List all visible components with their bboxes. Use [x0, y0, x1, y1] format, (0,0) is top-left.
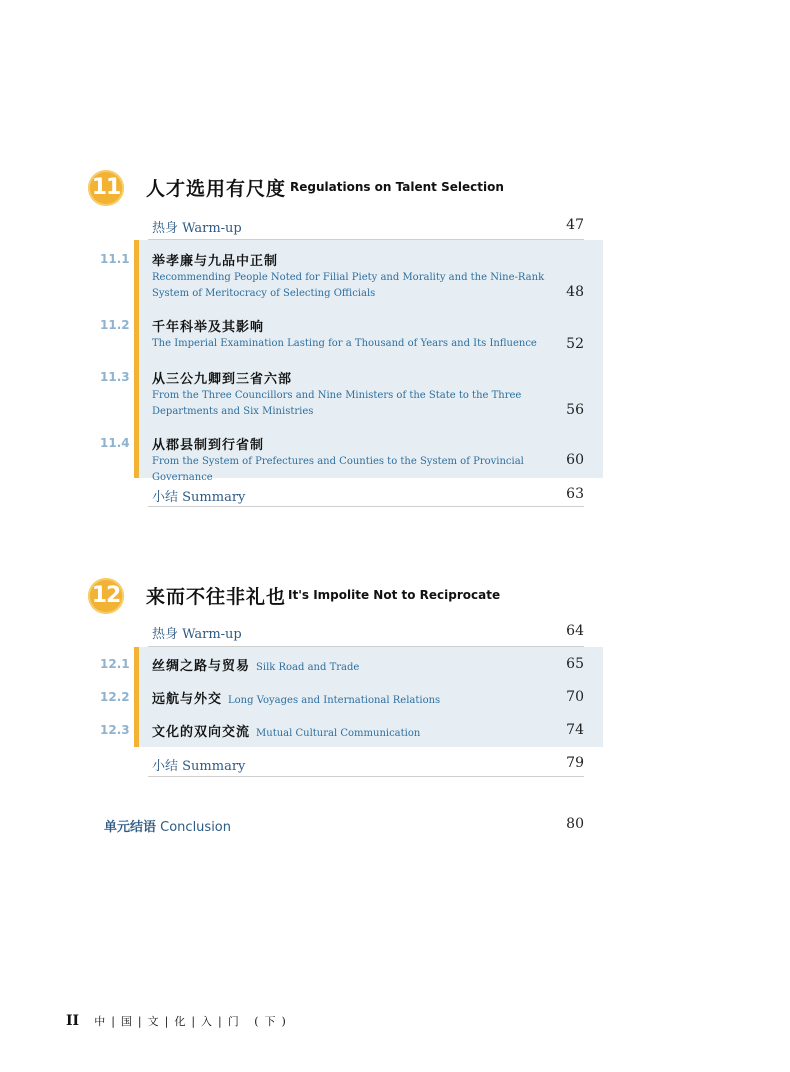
section-title-en: Recommending People Noted for Filial Piety and Morality and the Nine-Rank System of Meritocracy of Selecting Officials [152, 272, 545, 299]
page-number: 70 [566, 689, 584, 705]
toc-entry-summary[interactable] [0, 484, 790, 508]
section-number: 11.2 [100, 318, 130, 332]
footer-book-title: 中|国|文|化|入|门 (下) [94, 1015, 292, 1028]
chapter-title-en: It's Impolite Not to Reciprocate [288, 588, 501, 602]
section-title-cn: 举孝廉与九品中正制 [152, 254, 279, 269]
conclusion-label-cn: 单元结语 [104, 820, 157, 835]
section-title-en: Long Voyages and International Relations [228, 695, 441, 706]
section-line [152, 655, 359, 674]
divider [148, 776, 584, 777]
toc-entry-section[interactable] [0, 312, 790, 352]
chapter-number-badge: 11 [88, 170, 124, 206]
section-title-cn: 丝绸之路与贸易 [152, 659, 251, 674]
chapter-title-cn: 来而不往非礼也 [146, 586, 287, 608]
section-title-cn: 从三公九卿到三省六部 [152, 372, 293, 387]
chapter-title-cn: 人才选用有尺度 [146, 178, 287, 200]
toc-entry-warmup[interactable] [0, 620, 790, 644]
section-title-en: Mutual Cultural Communication [256, 728, 421, 739]
toc-entry-conclusion[interactable] [0, 814, 790, 838]
section-number: 11.4 [100, 436, 130, 450]
toc-entry-section[interactable] [0, 654, 790, 678]
toc-entry-summary[interactable] [0, 753, 790, 777]
section-line [152, 721, 420, 740]
page-number: 79 [566, 755, 584, 771]
summary-label: 小结 Summary [152, 759, 246, 774]
page-footer [66, 1010, 292, 1029]
divider [148, 506, 584, 507]
section-number: 11.3 [100, 370, 130, 384]
section-number: 11.1 [100, 252, 130, 266]
section-number: 12.3 [100, 723, 130, 737]
page-number: 60 [566, 452, 584, 468]
toc-entry-section[interactable] [0, 430, 790, 483]
chapter-title-en: Regulations on Talent Selection [290, 180, 504, 194]
page-number: 64 [566, 623, 584, 639]
section-title-en: From the Three Councillors and Nine Ministers of the State to the Three Departments and Six Ministries [152, 390, 522, 417]
toc-entry-section[interactable] [0, 687, 790, 711]
warmup-label: 热身 Warm-up [152, 627, 242, 642]
page-number: 48 [566, 284, 584, 300]
section-line [152, 688, 440, 707]
footer-page-number: II [66, 1013, 80, 1029]
conclusion-label-en: Conclusion [160, 820, 232, 835]
page-number: 74 [566, 722, 584, 738]
toc-entry-section[interactable] [0, 720, 790, 744]
toc-entry-section[interactable] [0, 364, 790, 420]
section-number: 12.1 [100, 657, 130, 671]
section-title-cn: 远航与外交 [152, 692, 223, 707]
summary-label: 小结 Summary [152, 490, 246, 505]
section-title-cn: 从郡县制到行省制 [152, 438, 265, 453]
chapter-number-badge: 12 [88, 578, 124, 614]
section-title-en: Silk Road and Trade [256, 662, 360, 673]
page-number: 52 [566, 336, 584, 352]
toc-entry-section[interactable] [0, 246, 790, 302]
page-number: 56 [566, 402, 584, 418]
section-number: 12.2 [100, 690, 130, 704]
toc-entry-warmup[interactable] [0, 214, 790, 238]
section-title-cn: 文化的双向交流 [152, 725, 251, 740]
section-title-en: From the System of Prefectures and Counties to the System of Provincial Governance [152, 456, 524, 483]
conclusion-label [104, 816, 231, 835]
page-number: 47 [566, 217, 584, 233]
page-number: 80 [566, 816, 584, 832]
warmup-label: 热身 Warm-up [152, 221, 242, 236]
section-title-en: The Imperial Examination Lasting for a Thousand of Years and Its Influence [152, 338, 537, 349]
page-number: 63 [566, 486, 584, 502]
page-number: 65 [566, 656, 584, 672]
section-title-cn: 千年科举及其影响 [152, 320, 265, 335]
